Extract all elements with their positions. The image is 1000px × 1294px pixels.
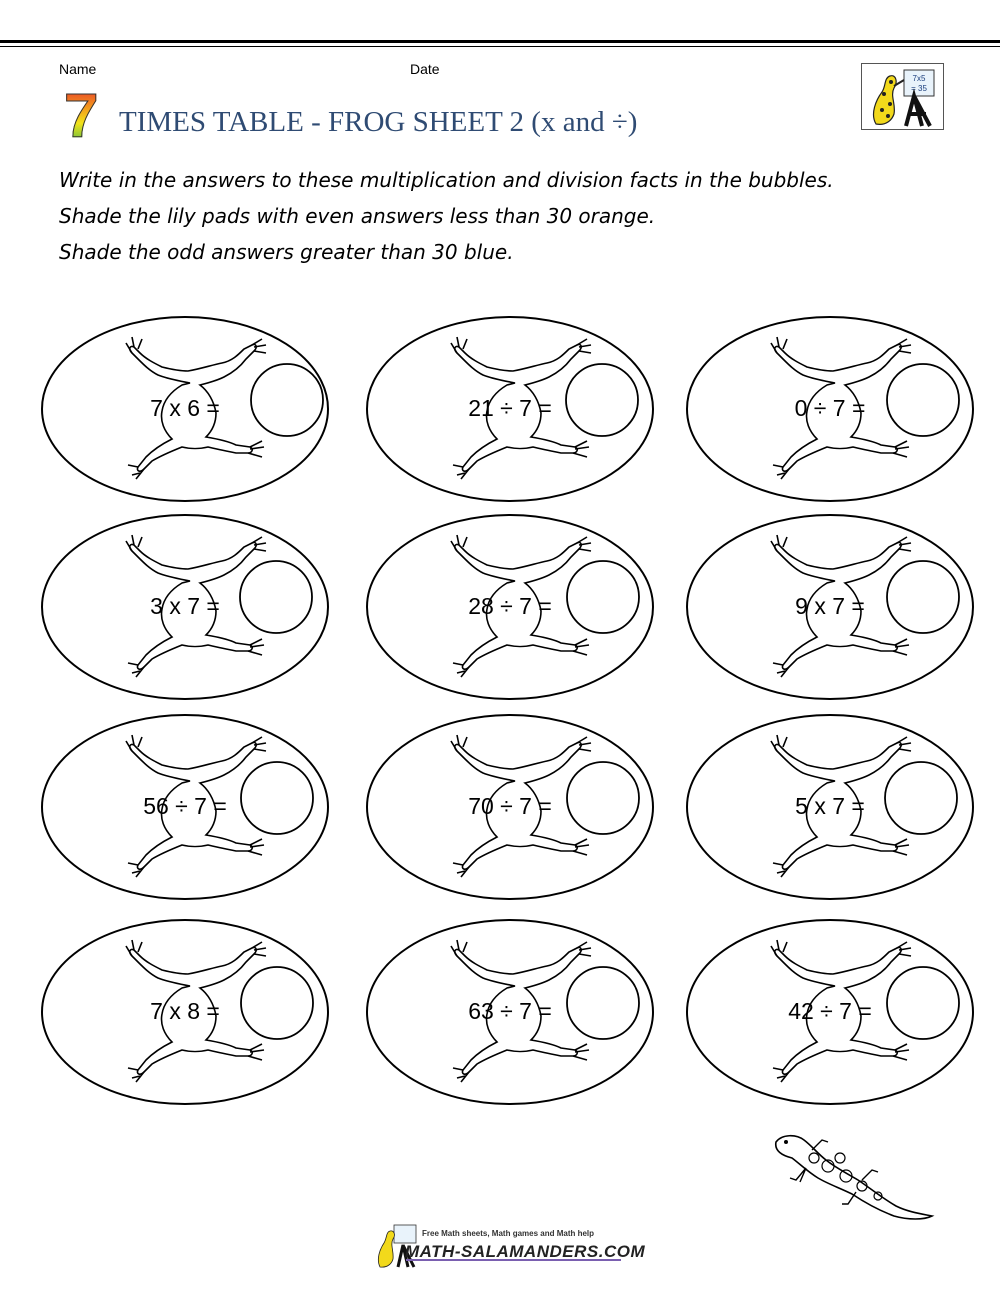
fact-label: 9 x 7 = — [795, 593, 865, 619]
fact-label: 3 x 7 = — [150, 593, 220, 619]
date-label: Date — [410, 61, 440, 77]
page-title: TIMES TABLE - FROG SHEET 2 (x and ÷) — [119, 106, 638, 138]
lily-pad — [685, 315, 975, 503]
top-rule — [0, 40, 1000, 43]
lily-pad — [40, 713, 330, 901]
fact-label: 56 ÷ 7 = — [143, 793, 227, 819]
instruction-1: Write in the answers to these multiplication and division facts in the bubbles. — [59, 168, 834, 192]
lily-pad — [365, 513, 655, 701]
fact-label: 0 ÷ 7 = — [794, 395, 866, 421]
answer-bubble[interactable] — [566, 364, 638, 436]
answer-bubble[interactable] — [887, 364, 959, 436]
fact-label: 70 ÷ 7 = — [468, 793, 552, 819]
fact-label: 21 ÷ 7 = — [468, 395, 552, 421]
answer-bubble[interactable] — [241, 762, 313, 834]
lily-pad — [685, 713, 975, 901]
logo-card-text-1: 7x5 — [912, 74, 926, 83]
fact-label: 42 ÷ 7 = — [788, 998, 872, 1024]
answer-bubble[interactable] — [567, 561, 639, 633]
answer-bubble[interactable] — [567, 762, 639, 834]
lily-pad — [365, 713, 655, 901]
salamander-icon — [766, 1128, 936, 1224]
fact-label: 5 x 7 = — [795, 793, 865, 819]
lily-pad — [685, 918, 975, 1106]
answer-bubble[interactable] — [887, 561, 959, 633]
lily-pad — [40, 513, 330, 701]
top-rule-thin — [0, 46, 1000, 47]
answer-bubble[interactable] — [251, 364, 323, 436]
lily-pad — [40, 918, 330, 1106]
logo-card-text-2: = 35 — [911, 84, 927, 93]
footer-site-link[interactable]: MATH-SALAMANDERS.COM — [405, 1242, 646, 1261]
fact-label: 7 x 6 = — [150, 395, 220, 421]
footer-tagline: Free Math sheets, Math games and Math help — [422, 1229, 595, 1238]
answer-bubble[interactable] — [240, 561, 312, 633]
instruction-3: Shade the odd answers greater than 30 blue. — [59, 240, 514, 264]
fact-label: 7 x 8 = — [150, 998, 220, 1024]
lily-pad — [365, 918, 655, 1106]
lily-pad — [365, 315, 655, 503]
salamander-logo-icon — [861, 63, 944, 130]
lily-pad — [685, 513, 975, 701]
fact-label: 63 ÷ 7 = — [468, 998, 552, 1024]
instruction-2: Shade the lily pads with even answers less than 30 orange. — [59, 204, 656, 228]
answer-bubble[interactable] — [567, 967, 639, 1039]
lily-pad — [40, 315, 330, 503]
answer-bubble[interactable] — [885, 762, 957, 834]
fact-label: 28 ÷ 7 = — [468, 593, 552, 619]
big-seven-digit: 7 — [64, 82, 99, 151]
answer-bubble[interactable] — [887, 967, 959, 1039]
name-label: Name — [59, 61, 97, 77]
answer-bubble[interactable] — [241, 967, 313, 1039]
